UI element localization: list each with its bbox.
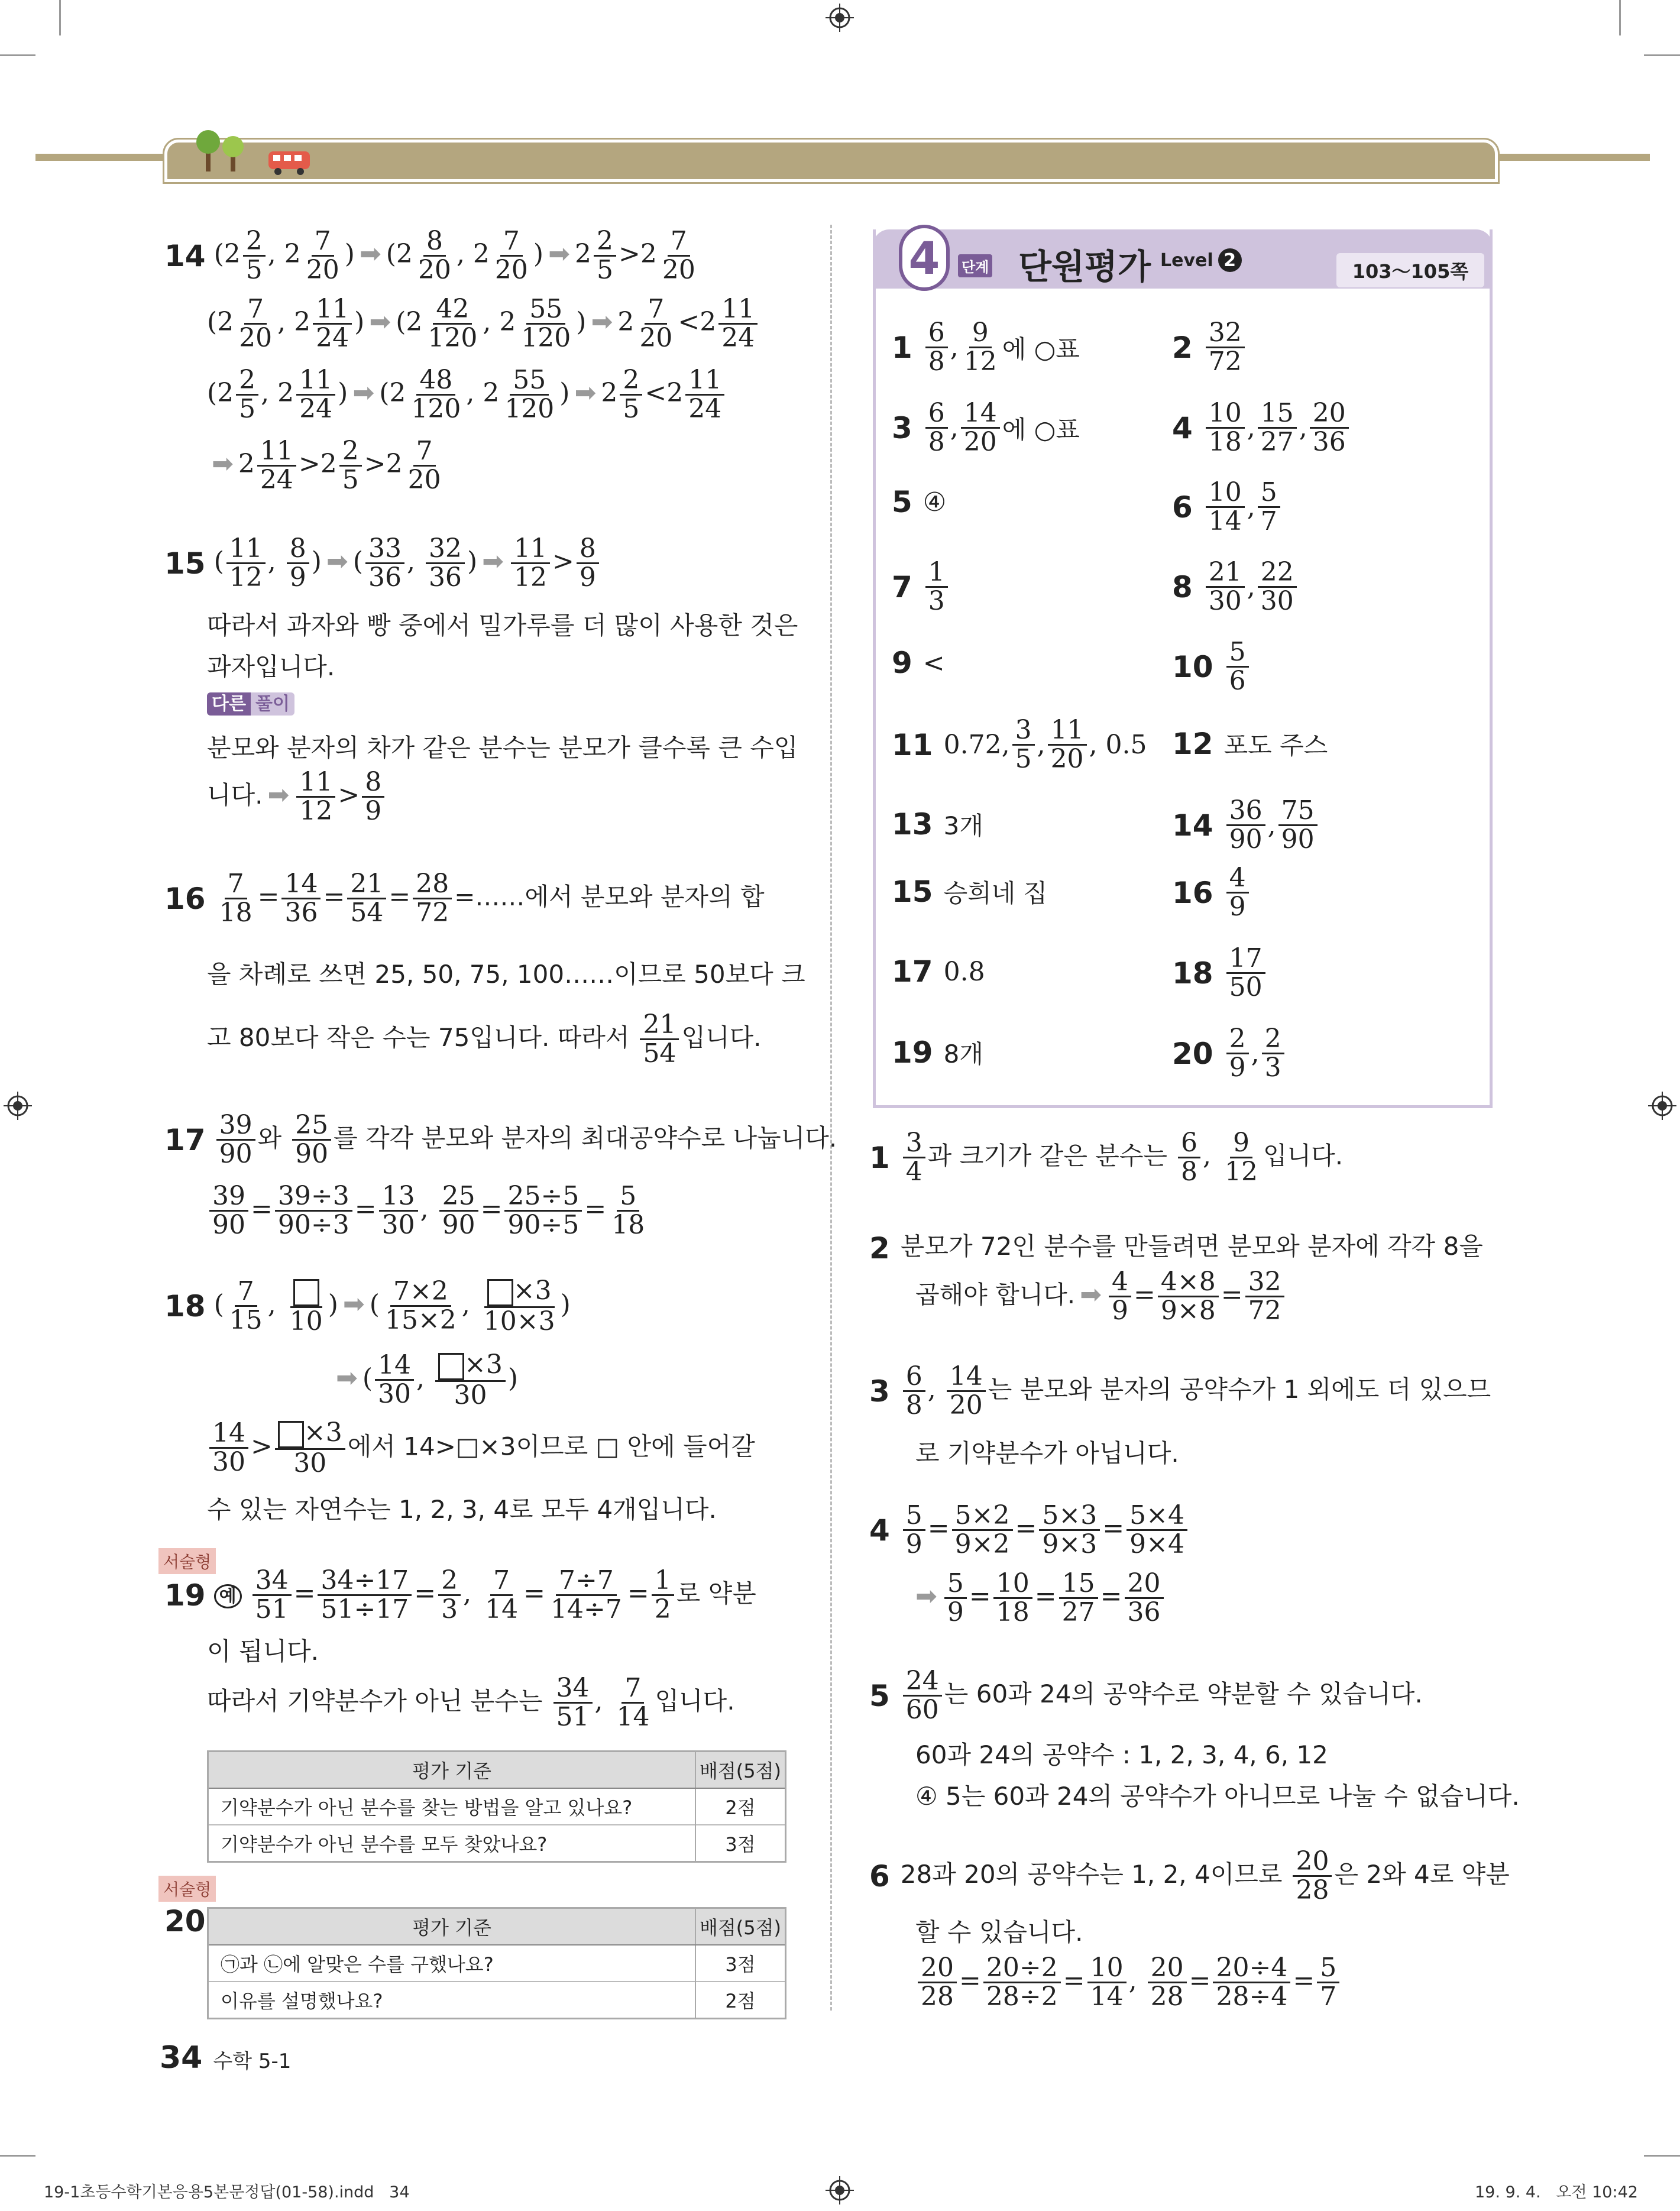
level-label bbox=[1160, 248, 1242, 272]
score-header: 배점(5점) bbox=[695, 1908, 786, 1945]
alt-badge-b: 풀이 bbox=[251, 692, 294, 716]
q20-line1 bbox=[164, 1904, 206, 1938]
q17-t2: 를 각각 분모와 분자의 최대공약수로 나눕니다. bbox=[334, 1124, 837, 1153]
q19-tag: 서술형 bbox=[158, 1548, 216, 1574]
print-date: 19. 9. 4. 오전 10:42 bbox=[1475, 2183, 1638, 2202]
subject-label: 수학 5-1 bbox=[213, 2050, 292, 2073]
answer-4: 4 10 18 , 15 27 , 20 36 bbox=[1172, 400, 1351, 456]
solution-4: 4 $\frac{5}{9}$ = $\frac{5\times 2}{9\times 2}$ = $\frac{5\times 3}{9\times 3}$ = $\frac{5\times 4}{9\times 4}$ bbox=[869, 1502, 1190, 1558]
q14-number: 14 bbox=[164, 238, 206, 273]
q17-t1: 와 bbox=[257, 1124, 282, 1153]
criteria-header: 평가 기준 bbox=[208, 1752, 696, 1789]
answer-5: 5 ④ bbox=[892, 485, 947, 519]
answer-12-value: 포도 주스 bbox=[1223, 731, 1328, 760]
answer-9: 9 < bbox=[892, 646, 945, 680]
s1-t1: 과 크기가 같은 분수는 bbox=[927, 1141, 1167, 1171]
page-footer bbox=[160, 2040, 291, 2076]
q15-text1: 따라서 과자와 빵 중에서 밀가루를 더 많이 사용한 것은 bbox=[207, 611, 798, 640]
bus-icon bbox=[266, 148, 313, 177]
registration-mark-icon bbox=[1648, 1092, 1676, 1120]
score-cell: 2점 bbox=[695, 1982, 786, 2019]
q16-line3: 고 80보다 작은 수는 75입니다. 따라서 $\frac{21}{54}$ 입니다. bbox=[207, 1009, 762, 1069]
q15-alt2-line: 니다. ➡ $\frac{11}{12}$ > $\frac{8}{9}$ bbox=[207, 769, 387, 825]
answer-11-tail: , 0.5 bbox=[1089, 730, 1147, 760]
level-text: Level bbox=[1160, 250, 1213, 271]
answer-10: 10 5 6 bbox=[1172, 639, 1251, 695]
score-header: 배점(5점) bbox=[695, 1752, 786, 1789]
answer-17: 17 0.8 bbox=[892, 954, 985, 989]
criteria-cell: ㉠과 ㉡에 알맞은 수를 구했나요? bbox=[208, 1945, 696, 1982]
s6-t2: 은 2와 4로 약분 bbox=[1334, 1860, 1510, 1889]
page-range: 103～105쪽 bbox=[1336, 253, 1484, 287]
answer-3-suffix: 에 ○표 bbox=[1002, 415, 1080, 444]
q15-alt2: 니다. bbox=[207, 781, 263, 810]
answer-19: 19 8개 bbox=[892, 1035, 983, 1070]
print-file-info: 19-1초등수학기본응용5본문정답(01-58).indd 34 bbox=[44, 2183, 410, 2202]
answer-5-value: ④ bbox=[922, 487, 947, 517]
registration-mark-icon bbox=[826, 2176, 854, 2204]
q19-t4: 입니다. bbox=[655, 1686, 735, 1716]
q16-t1: =……에서 분모와 분자의 합 bbox=[454, 882, 765, 912]
q18-t2: 수 있는 자연수는 1, 2, 3, 4로 모두 4개입니다. bbox=[207, 1495, 717, 1524]
alt-badge-a: 다른 bbox=[207, 692, 251, 716]
q19-line1: 19 예 $\frac{34}{51}$ = $\frac{34\div 17}{51\div 17}$ = $\frac{2}{3}$ , $\frac{7}{14}$ = $\frac{7\div 7}{14\div 7}$ = $\frac{1}{2}$ 로 약분 bbox=[164, 1565, 756, 1625]
solution-2: 2 분모가 72인 분수를 만들려면 분모와 분자에 각각 8을 bbox=[869, 1231, 1483, 1265]
crop-mark bbox=[0, 54, 35, 56]
page-number: 34 bbox=[160, 2040, 203, 2076]
answer-17-value: 0.8 bbox=[943, 956, 985, 987]
q15-text2: 과자입니다. bbox=[207, 652, 335, 681]
q16-t3: 고 80보다 작은 수는 75입니다. 따라서 bbox=[207, 1023, 630, 1053]
answer-18: 18 17 50 bbox=[1172, 945, 1268, 1001]
level-number: 2 bbox=[1218, 248, 1242, 272]
q20-number: 20 bbox=[164, 1904, 206, 1938]
answer-6: 6 10 14 , 5 7 bbox=[1172, 479, 1283, 535]
solution-5: 5 $\frac{24}{60}$ 는 60과 24의 공약수로 약분할 수 있습니다. bbox=[869, 1666, 1423, 1726]
answer-7: 7 1 3 bbox=[892, 559, 950, 615]
criteria-cell: 기약분수가 아닌 분수를 찾는 방법을 알고 있나요? bbox=[208, 1788, 696, 1825]
q17-line1: 17 $\frac{39}{90}$ 와 $\frac{25}{90}$ 를 각각 분모와 분자의 최대공약수로 나눕니다. bbox=[164, 1110, 837, 1170]
q16-t4: 입니다. bbox=[681, 1023, 762, 1053]
answer-19-value: 8개 bbox=[943, 1040, 983, 1069]
s2-t1: 분모가 72인 분수를 만들려면 분모와 분자에 각각 8을 bbox=[900, 1232, 1483, 1261]
solution-4-line2: ➡ $\frac{5}{9}$ = $\frac{10}{18}$ = $\frac{15}{27}$ = $\frac{20}{36}$ bbox=[911, 1570, 1166, 1626]
answer-14: 14 36 90 , 75 90 bbox=[1172, 797, 1320, 853]
s5-t2: 60과 24의 공약수 : 1, 2, 3, 4, 6, 12 bbox=[915, 1740, 1328, 1769]
answer-11: 11 0.72, 3 5 , 11 20 , 0.5 bbox=[892, 715, 1147, 775]
q16-t2: 을 차례로 쓰면 25, 50, 75, 100……이므로 50보다 크 bbox=[207, 960, 805, 989]
q14-line4: ➡ 2 $\frac{11}{24}$ >2 $\frac{2}{5}$ >2 $\frac{7}{20}$ bbox=[212, 436, 441, 496]
crop-mark bbox=[1644, 54, 1680, 56]
crop-mark bbox=[1619, 0, 1621, 35]
registration-mark-icon bbox=[4, 1092, 32, 1120]
q16-line1: 16 $\frac{7}{18}$ = $\frac{14}{36}$ = $\frac{21}{54}$ = $\frac{28}{72}$ =……에서 분모와 분자의 합 bbox=[164, 869, 765, 928]
q17-number: 17 bbox=[164, 1122, 206, 1157]
header-tab bbox=[164, 140, 1498, 182]
s6-t3: 할 수 있습니다. bbox=[915, 1918, 1083, 1947]
q19-example-mark: 예 bbox=[214, 1584, 242, 1608]
tree-icon bbox=[195, 124, 254, 177]
solution-6: 6 28과 20의 공약수는 1, 2, 4이므로 $\frac{20}{28}$ 은 2와 4로 약분 bbox=[869, 1846, 1510, 1906]
q14-line3: (2 $\frac{2}{5}$ , 2 $\frac{11}{24}$ ) ➡ (2 $\frac{48}{120}$ , 2 $\frac{55}{120}$ ) ➡ 2 $\frac{2}{5}$ <2 $\frac{11}{24}$ bbox=[207, 367, 727, 423]
answer-16: 16 4 9 bbox=[1172, 865, 1251, 921]
answer-3: 3 6 8 , 14 20 에 ○표 bbox=[892, 398, 1080, 458]
q15-alt1: 분모와 분자의 차가 같은 분수는 분모가 클수록 큰 수입 bbox=[207, 733, 798, 762]
answer-2: 2 32 72 bbox=[1172, 319, 1247, 375]
q19-number: 19 bbox=[164, 1578, 206, 1613]
q19-criteria-table bbox=[207, 1750, 786, 1863]
answer-12: 12 포도 주스 bbox=[1172, 727, 1328, 761]
solution-2-line2: 곱해야 합니다. ➡ $\frac{4}{9}$ = $\frac{4\times 8}{9\times 8}$ = $\frac{32}{72}$ bbox=[915, 1268, 1287, 1325]
score-cell: 3점 bbox=[695, 1945, 786, 1982]
s5-t1: 는 60과 24의 공약수로 약분할 수 있습니다. bbox=[944, 1679, 1423, 1709]
answer-1-suffix: 에 ○표 bbox=[1002, 334, 1080, 364]
q19-t1: 로 약분 bbox=[676, 1579, 756, 1608]
criteria-cell: 기약분수가 아닌 분수를 모두 찾았나요? bbox=[208, 1825, 696, 1862]
stage-label: 단계 bbox=[958, 254, 992, 277]
answer-15: 15 승희네 집 bbox=[892, 875, 1048, 909]
answer-13: 13 3개 bbox=[892, 807, 983, 841]
q17-line2: $\frac{39}{90}$ = $\frac{39\div 3}{90\div 3}$ = $\frac{13}{30}$ , $\frac{25}{90}$ = $\frac{25\div 5}{90\div 5}$ = $\frac{5}{18}$ bbox=[207, 1183, 650, 1239]
q18-line2: ➡ ( $\frac{14}{30}$ , $\frac{\times 3}{30}$ ) bbox=[336, 1349, 519, 1410]
crop-mark bbox=[59, 0, 61, 35]
q19-t3: 따라서 기약분수가 아닌 분수는 bbox=[207, 1686, 543, 1716]
answer-20: 20 2 9 , 2 3 bbox=[1172, 1025, 1287, 1082]
q18-t1: 에서 14>□×3이므로 □ 안에 들어갈 bbox=[347, 1432, 755, 1461]
criteria-cell: 이유를 설명했나요? bbox=[208, 1982, 696, 2019]
q18-number: 18 bbox=[164, 1289, 206, 1323]
q14-line2: (2 $\frac{7}{20}$ , 2 $\frac{11}{24}$ ) ➡ (2 $\frac{42}{120}$ , 2 $\frac{55}{120}$ ) ➡ 2 $\frac{7}{20}$ <2 $\frac{11}{24}$ bbox=[207, 296, 760, 352]
answer-9-value: < bbox=[922, 648, 945, 678]
q14-line1: 14 (2 $\frac{2}{5}$ , 2 $\frac{7}{20}$ ) ➡ (2 $\frac{8}{20}$ , 2 $\frac{7}{20}$ ) ➡ 2 $\frac{2}{5}$ >2 $\frac{7}{20}$ bbox=[164, 226, 695, 286]
unit-badge bbox=[899, 225, 950, 291]
q15-line1: 15 ( $\frac{11}{12}$ , $\frac{8}{9}$ ) ➡ ( $\frac{33}{36}$ , $\frac{32}{36}$ ) ➡ $\frac{11}{12}$ > $\frac{8}{9}$ bbox=[164, 535, 601, 591]
s5-t3: ④ 5는 60과 24의 공약수가 아니므로 나눌 수 없습니다. bbox=[915, 1782, 1520, 1811]
q19-t2: 이 됩니다. bbox=[207, 1637, 319, 1666]
criteria-header: 평가 기준 bbox=[208, 1908, 696, 1945]
q20-criteria-table bbox=[207, 1907, 786, 2019]
s3-t1: 는 분모와 분자의 공약수가 1 외에도 더 있으므 bbox=[988, 1375, 1491, 1404]
s6-t1: 28과 20의 공약수는 1, 2, 4이므로 bbox=[900, 1860, 1283, 1889]
crop-mark bbox=[0, 2155, 35, 2157]
solution-1: 1 $\frac{3}{4}$ 과 크기가 같은 분수는 $\frac{6}{8}$ , $\frac{9}{12}$ 입니다. bbox=[869, 1128, 1344, 1187]
answer-15-value: 승희네 집 bbox=[943, 879, 1048, 908]
q18-line3: $\frac{14}{30}$ > $\frac{\times 3}{30}$ 에서 14>□×3이므로 □ 안에 들어갈 bbox=[207, 1419, 755, 1477]
score-cell: 3점 bbox=[695, 1825, 786, 1862]
q19-line3: 따라서 기약분수가 아닌 분수는 $\frac{34}{51}$ , $\frac{7}{14}$ 입니다. bbox=[207, 1673, 735, 1733]
q16-number: 16 bbox=[164, 881, 206, 916]
answer-13-value: 3개 bbox=[943, 811, 983, 840]
section-title: 단원평가 bbox=[1018, 247, 1151, 287]
crop-mark bbox=[1644, 2155, 1680, 2157]
q15-number: 15 bbox=[164, 546, 206, 581]
score-cell: 2점 bbox=[695, 1788, 786, 1825]
answer-1: 1 6 8 , 9 12 에 ○표 bbox=[892, 318, 1080, 377]
s3-t2: 로 기약분수가 아닙니다. bbox=[915, 1439, 1179, 1468]
solution-6-line3: $\frac{20}{28}$ = $\frac{20\div 2}{28\div 2}$ = $\frac{10}{14}$ , $\frac{20}{28}$ = $\frac{20\div 4}{28\div 4}$ = $\frac{5}{7}$ bbox=[915, 1954, 1342, 2011]
registration-mark-icon bbox=[826, 4, 854, 32]
solution-3: 3 $\frac{6}{8}$ , $\frac{14}{20}$ 는 분모와 분자의 공약수가 1 외에도 더 있으므 bbox=[869, 1361, 1491, 1421]
q20-tag: 서술형 bbox=[158, 1876, 216, 1902]
s1-t2: 입니다. bbox=[1263, 1141, 1344, 1171]
unit-number: 4 bbox=[908, 231, 940, 284]
answer-8: 8 21 30 , 22 30 bbox=[1172, 559, 1299, 615]
q18-line1: 18 ( $\frac{7}{15}$ , 10 ) ➡ ( $\frac{7\times 2}{15\times 2}$ , $\frac{\times 3}{10\times 3}$ ) bbox=[164, 1276, 571, 1336]
alt-solution-badge bbox=[207, 689, 294, 715]
answer-11-value: 0.72, bbox=[943, 730, 1010, 760]
s2-t2: 곱해야 합니다. bbox=[915, 1280, 1076, 1310]
